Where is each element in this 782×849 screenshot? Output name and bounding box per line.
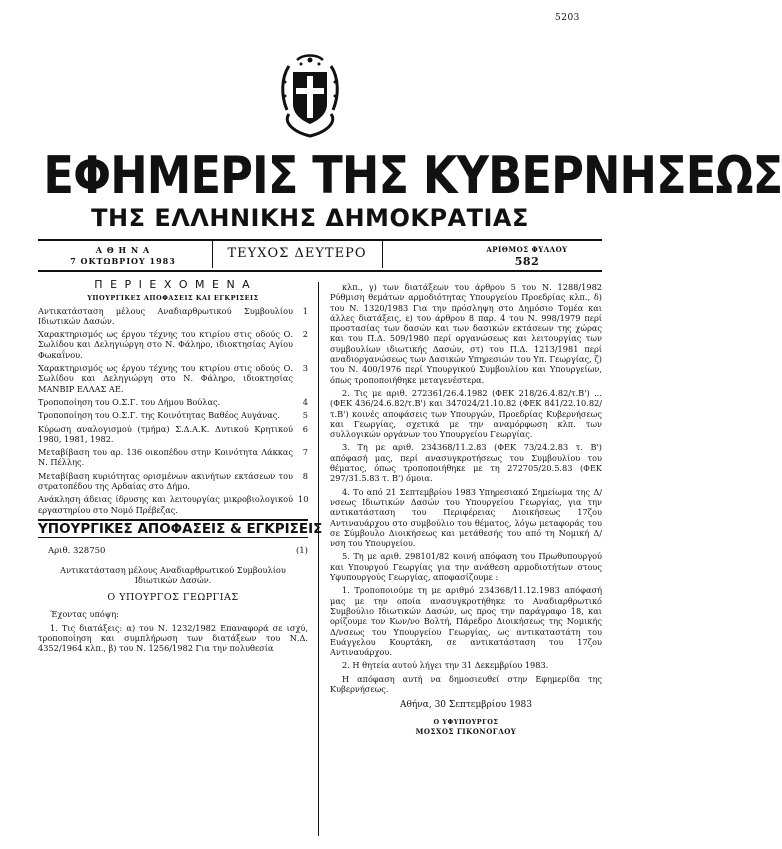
decision-header: [38, 546, 308, 556]
having-regard: Έχοντας υπόψη:: [50, 609, 119, 620]
signatory-title: Ο ΥΦΥΠΟΥΡΓΟΣ: [433, 717, 499, 726]
gazette-subtitle: ΤΗΣ ΕΛΛΗΝΙΚΗΣ ΔΗΜΟΚΡΑΤΙΑΣ: [91, 204, 529, 232]
decision-subject: Αντικατάσταση μέλους Αναδιαρθρωτικού Συμβουλίου Ιδιωτικών Δασών.: [60, 564, 286, 585]
toc-item: Τροποποίηση του Ο.Σ.Γ. του Δήμου Βούλας. 4: [38, 396, 308, 407]
masthead-date: 7 ΟΚΤΩΒΡΙΟΥ 1983: [70, 256, 176, 266]
decision-paragraph: 2. Τις με αριθ. 272361/26.4.1982 (ΦΕΚ 218/26.4.82/τ.Β') ... (ΦΕΚ 436/24.6.82/τ.Β') και 347024/21.10.82 (ΦΕΚ 841/22.10.82/τ.Β') κοινές αποφάσεις των Υπουργών, Προεδρίας Κυβερνήσεως και Γεωργίας, σχετικά με την αναμόρφωση κλπ. των συλλογικών οργάνων του Υπουργείου Γεωργίας.: [330, 387, 602, 440]
signatory-name: ΜΟΣΧΟΣ ΓΙΚΟΝΟΓΛΟΥ: [415, 726, 517, 736]
place-date: Αθήνα, 30 Σεπτεμβρίου 1983: [399, 700, 532, 711]
sheet-label: ΑΡΙΘΜΟΣ ΦΥΛΛΟΥ: [486, 245, 568, 254]
decision-paragraph: κλπ., γ) των διατάξεων του άρθρου 5 του Ν. 1288/1982 Ρύθμιση θεμάτων αρμοδιότητας Υπουργείου Προεδρίας κλπ., δ) του Ν. 1320/1983 Για την πρόσληψη στο Δημόσιο Τομέα και άλλες διατάξεις, ε) του άρθρου 8 παρ. 4 του Ν. 998/1979 περί προστασίας των δασών και των δασικών εκτάσεων της χώρας και του Π.Δ. 509/1980 περί οργανώσεως και λειτουργίας των συμβουλίων ιδιωτικής Δασών, στ) του Π.Δ. 1213/1981 περί αναδιοργανώσεως των Δασικών Υπηρεσιών του Υπ. Γεωργίας, ζ) του Ν. 400/1976 περί Υπουργικού Συμβουλίου και Υπουργείων, όπως τροποποιήθηκε μεταγενέστερα.: [330, 282, 602, 385]
masthead-rule-top: [38, 239, 602, 241]
decision-paragraph: 1. Τροποποιούμε τη με αριθμό 234368/11.12.1983 απόφασή μας με την οποία ανασυγκροτήθηκε το Αναδιαρθρωτικό Συμβούλιο Ιδιωτικών Δασών, ως προς την παράγραφο 18, και ορίζουμε τον Κων/νο Βολτή, Πάρεδρο Διοικήσεως της Νομικής Δ/νσεως του Υπουργείου Γεωργίας, ως αντικαταστάτη του Ευάγγελου Κουρτάκη, σε αντικατάσταση του 17ζου Αντιναυάρχου.: [330, 585, 602, 658]
toc-item: Μεταβίβαση κυριότητας ορισμένων ακινήτων εκτάσεων του στρατοπέδου της Αρδαίας στο Δήμο. 8: [38, 470, 308, 492]
toc-item: Χαρακτηρισμός ως έργου τέχνης του κτιρίου στις οδούς Ο. Σωλίδου και Δεληγιώργη στο Ν. Φάληρο, ιδιοκτησίας Αγίου Φωκαΐνου. 2: [38, 329, 308, 360]
toc-item: Κύρωση αναλογισμού (τμήμα) Σ.Δ.Α.Κ. Δυτικού Κρητικού 1980, 1981, 1982. 6: [38, 423, 308, 444]
masthead-rule-bottom: [38, 270, 602, 272]
decision-paragraph: 1. Τις διατάξεις: α) του Ν. 1232/1982 Επαναφορά σε ισχύ, τροποποίηση και συμπλήρωση των διατάξεων του Ν.Δ. 4352/1964 κλπ., β) του Ν. 1256/1982 Για την πολυθεσία: [38, 622, 308, 654]
masthead-place-date: [38, 245, 208, 267]
toc-item: Χαρακτηρισμός ως έργου τέχνης του κτιρίου στις οδούς Ο. Σωλίδου και Δεληγιώργη στο Ν. Φάληρο, ιδιοκτησίας ΜΑΝΒΙΡ ΕΛΛΑΣ ΑΕ. 3: [38, 363, 308, 394]
section-title: ΥΠΟΥΡΓΙΚΕΣ ΑΠΟΦΑΣΕΙΣ & ΕΓΚΡΙΣΕΙΣ: [38, 520, 323, 537]
column-divider: [318, 282, 319, 836]
masthead-divider: [382, 241, 383, 268]
decision-index: (1): [295, 546, 308, 557]
decision-paragraph: 2. Η θητεία αυτού λήγει την 31 Δεκεμβρίου 1983.: [342, 660, 549, 671]
masthead-issue: ΤΕΥΧΟΣ ΔΕΥΤΕΡΟ: [227, 246, 367, 261]
section-rule: [38, 537, 308, 538]
decision-paragraph: 4. Το από 21 Σεπτεμβρίου 1983 Υπηρεσιακό Σημείωμα της Δ/νσεως Ιδιωτικών Δασών του Υπουργείου Γεωργίας, για την αντικατάσταση του Περιφέρειας Διοικήσεως 17ζου Αντιναυάρχου στο συμβούλιο του θέματος, λόγω μεταφοράς του σε Σύμβουλο Διοικήσεως και μετάθεσής του από τη Νομική Δ/νση του Υπουργείου.: [330, 486, 602, 549]
toc-item: Μεταβίβαση του αρ. 136 οικοπέδου στην Κοινότητα Λάκκας Ν. Πέλλης. 7: [38, 447, 308, 468]
right-column: [330, 282, 602, 737]
decision-ref: Αριθ. 328750: [48, 546, 106, 557]
toc-item: Αντικατάσταση μέλους Αναδιαρθρωτικού Συμβουλίου Ιδιωτικών Δασών. 1: [38, 305, 308, 326]
greek-coat-of-arms-icon: [279, 52, 341, 142]
masthead-city: Α Θ Η Ν Α: [95, 245, 151, 255]
toc-item: Ανάκληση άδειας ίδρυσης και λειτουργίας μικροβιολογικού εργαστηρίου στο Νομό Πρέβεζας. 10: [38, 494, 309, 515]
left-column: [38, 278, 323, 657]
page-number: 5203: [555, 13, 580, 23]
sheet-number: 582: [514, 255, 540, 268]
toc-subheading: ΥΠΟΥΡΓΙΚΕΣ ΑΠΟΦΑΣΕΙΣ ΚΑΙ ΕΓΚΡΙΣΕΙΣ: [87, 294, 259, 303]
minister-heading: Ο ΥΠΟΥΡΓΟΣ ΓΕΩΡΓΙΑΣ: [107, 592, 239, 604]
toc-heading: Π Ε Ρ Ι Ε Χ Ο Μ Ε Ν Α: [94, 278, 252, 291]
decision-paragraph: 5. Τη με αριθ. 298101/82 κοινή απόφαση του Πρωθυπουργού και Υπουργού Γεωργίας για την ανάθεση αρμοδιοτήτων στους Υφυπουργούς Γεωργίας, αποφασίζουμε :: [330, 551, 602, 583]
decision-paragraph: 3. Τη με αριθ. 234368/11.2.83 (ΦΕΚ 73/24.2.83 τ. Β') απόφασή μας, περί ανασυγκροτήσεως του Συμβουλίου του θέματος, όπως τροποποιήθηκε με τη 272705/20.5.83 (ΦΕΚ 297/31.5.83 τ. Β') όμοια.: [330, 442, 602, 484]
toc-list: [38, 306, 308, 515]
toc-item: Τροποποίηση του Ο.Σ.Γ. της Κοινότητας Βαθέος Αυγάνας. 5: [38, 410, 308, 421]
decision-paragraph: Η απόφαση αυτή να δημοσιευθεί στην Εφημερίδα της Κυβερνήσεως.: [330, 673, 602, 694]
masthead-sheet: [452, 244, 602, 268]
gazette-title: ΕΦΗΜΕΡΙΣ ΤΗΣ ΚΥΒΕΡΝΗΣΕΩΣ: [43, 146, 782, 206]
